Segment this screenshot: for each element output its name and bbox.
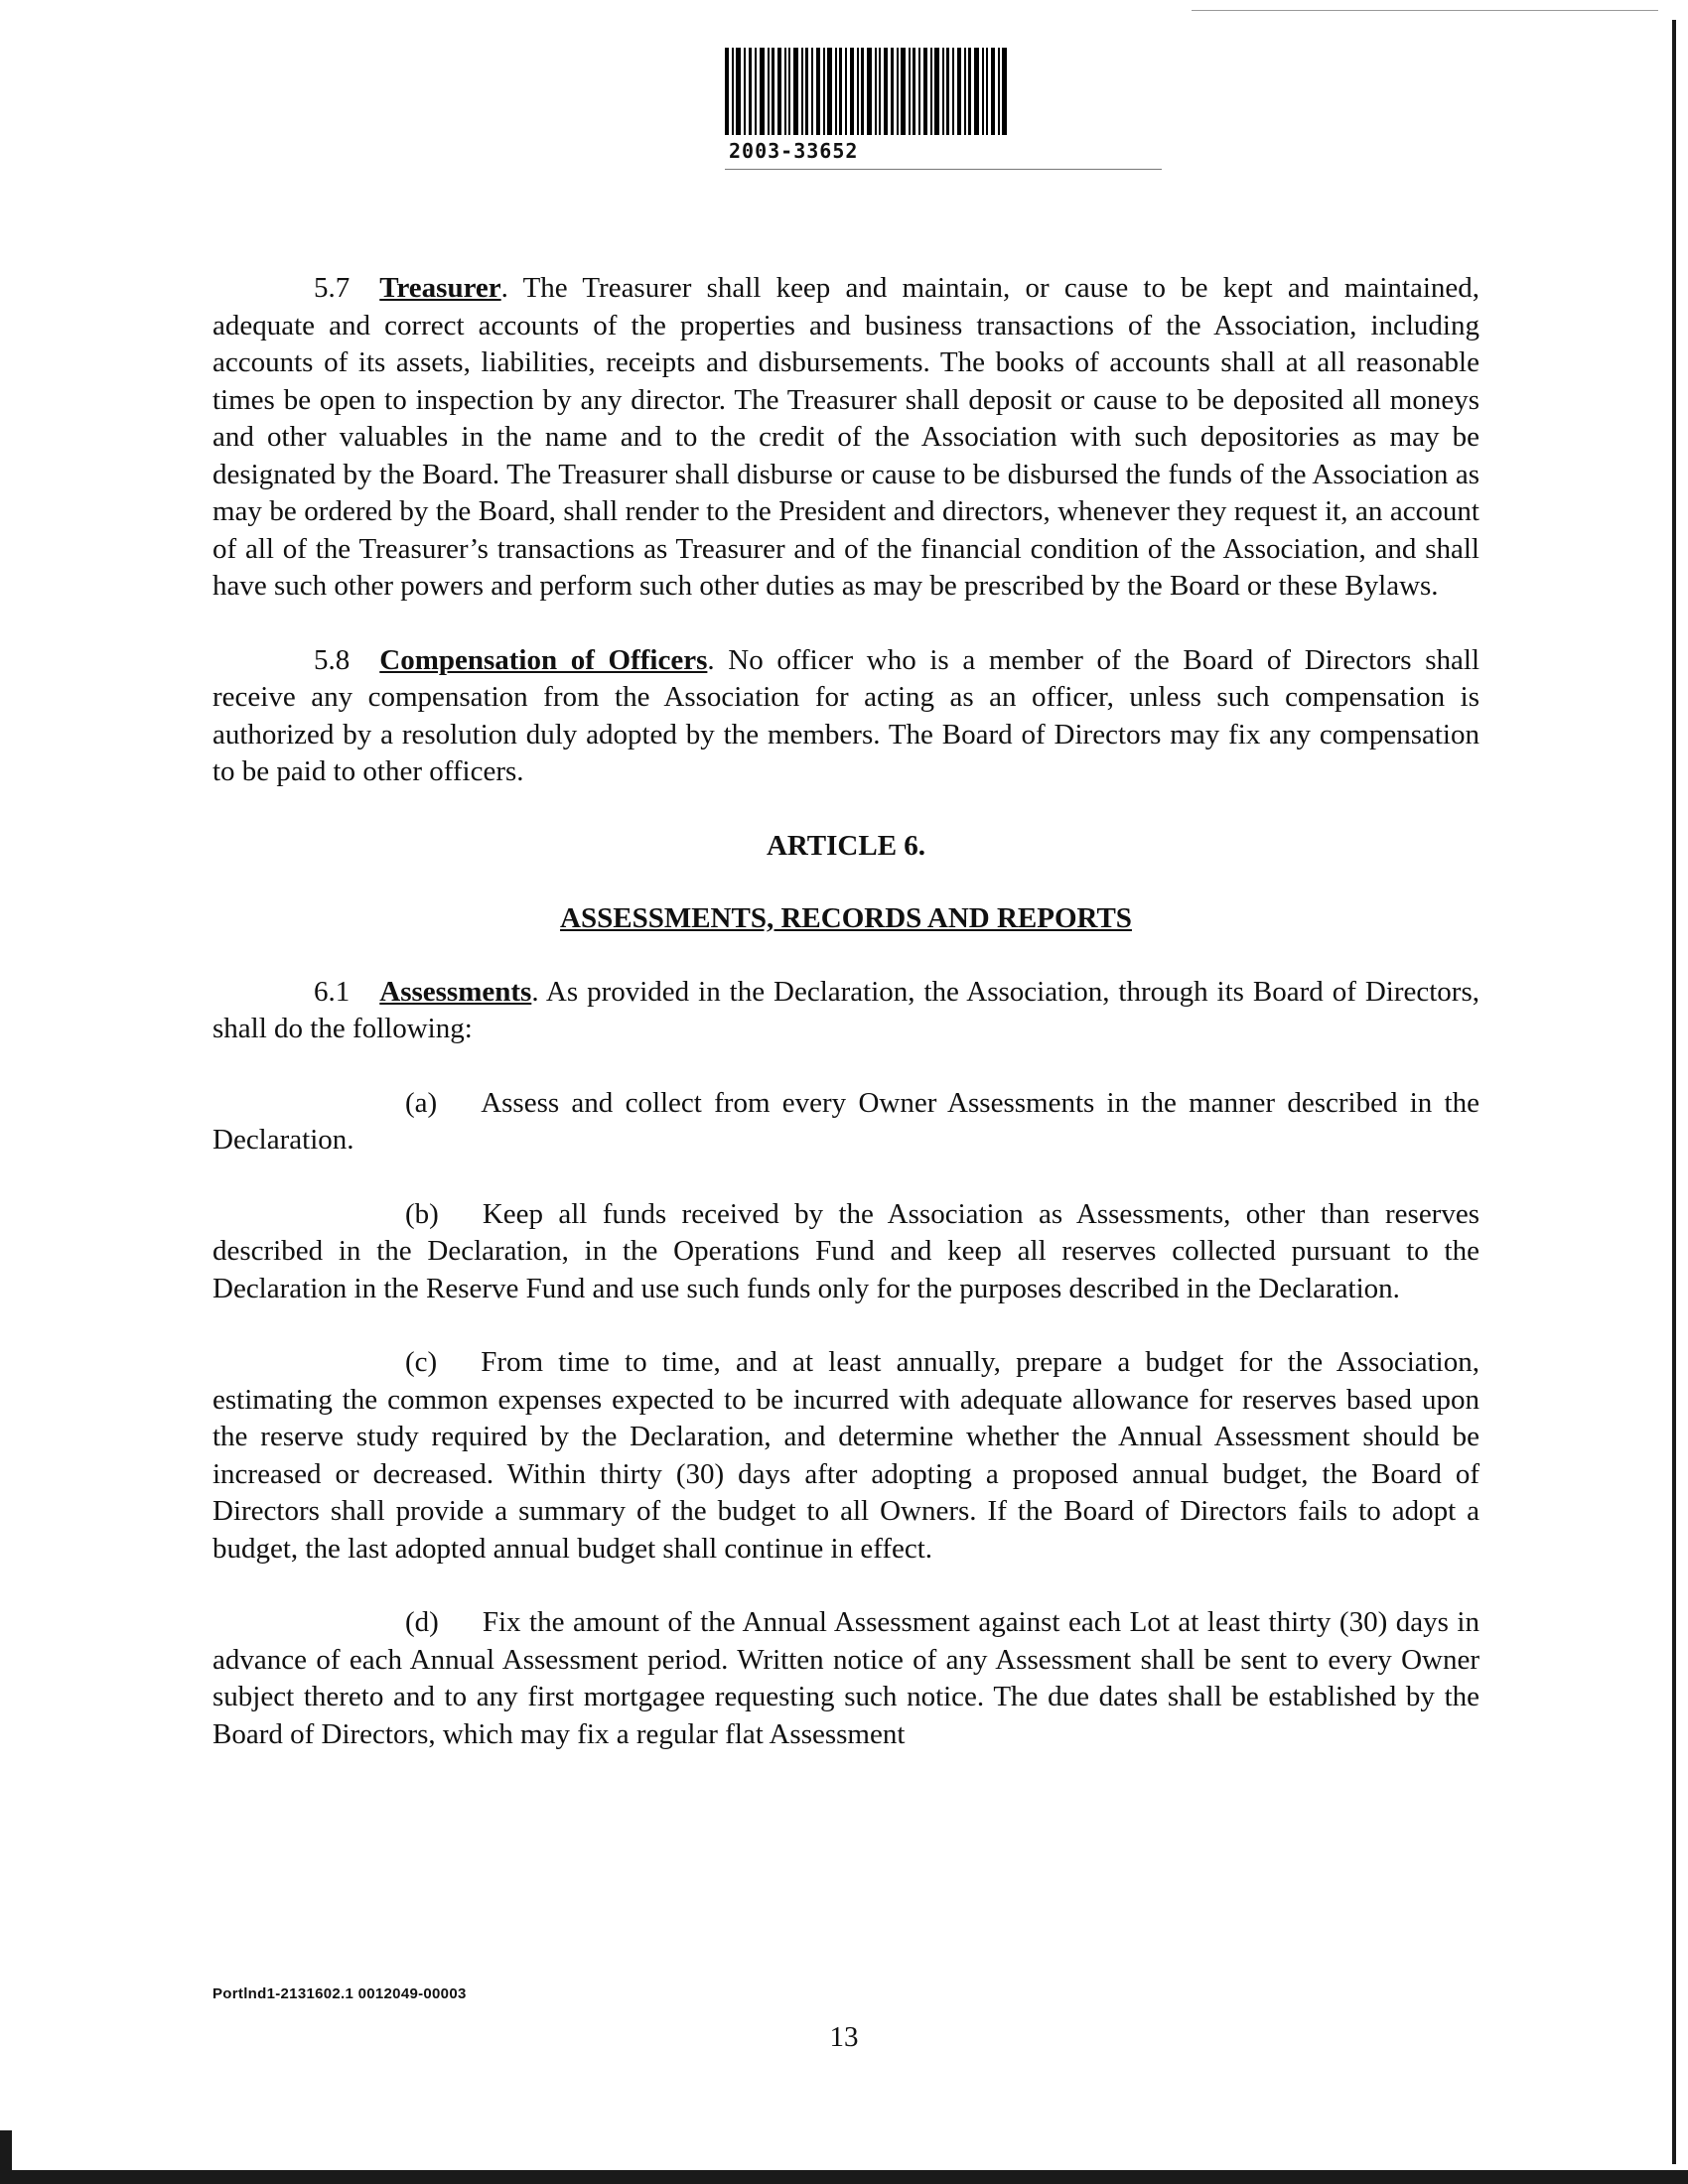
barcode-underline [725, 169, 1162, 170]
scan-edge-corner [0, 2130, 12, 2170]
section-5-8 [212, 642, 1479, 791]
subitem-text: Fix the amount of the Annual Assessment against each Lot at least thirty (30) days in advance of each Annual Assessment period. Written notice of any Assessment shall be sent to every Owner subject thereto and to any first mortgagee requesting such notice. The due dates shall be established by the Board of Directors, which may fix a regular flat Assessment [212, 1606, 1479, 1750]
section-number: 6.1 [314, 975, 351, 1008]
subitem-c [212, 1344, 1479, 1568]
document-body [212, 270, 1479, 1753]
section-number: 5.8 [314, 643, 351, 676]
scan-edge-bottom [0, 2170, 1688, 2184]
section-5-7 [212, 270, 1479, 606]
barcode-icon [725, 48, 1013, 135]
page-number: 13 [829, 2021, 859, 2053]
section-heading: Treasurer [379, 272, 501, 304]
article-title: ASSESSMENTS, RECORDS AND REPORTS [560, 902, 1132, 934]
section-6-1 [212, 974, 1479, 1048]
section-text: . The Treasurer shall keep and maintain, or cause to be kept and maintained, adequate and correct accounts of the properties and business transactions of the Association, including accounts of its assets, liabilities, receipts and disbursements. The books of accounts shall at all reasonable times be open to inspection by any director. The Treasurer shall deposit or cause to be deposited all moneys and other valuables in the name and to the credit of the Association with such depositories as may be designated by the Board. The Treasurer shall disburse or cause to be disbursed the funds of the Association as may be ordered by the Board, shall render to the President and directors, whenever they request it, an account of all of the Treasurer’s transactions as Treasurer and of the financial condition of the Association, and shall have such other powers and perform such other duties as may be prescribed by the Board or these Bylaws. [212, 272, 1479, 602]
subitem-label: (b) [405, 1197, 439, 1230]
barcode [725, 48, 1013, 177]
article-label: ARTICLE 6. [766, 829, 926, 862]
subitem-a [212, 1085, 1479, 1160]
subitem-label: (c) [405, 1346, 438, 1378]
subitem-label: (a) [405, 1086, 438, 1119]
subitem-text: Keep all funds received by the Association as Assessments, other than reserves described in the Declaration, in the Operations Fund and keep all reserves collected pursuant to the Declaration in the Reserve Fund and use such funds only for the purposes described in the Declaration. [212, 1197, 1479, 1304]
subitem-b [212, 1196, 1479, 1308]
scan-edge-right [1672, 20, 1676, 2164]
section-heading: Assessments [379, 975, 532, 1008]
document-reference: Portlnd1-2131602.1 0012049-00003 [212, 1985, 467, 2002]
subitem-d [212, 1604, 1479, 1753]
section-text: . As provided in the Declaration, the Association, through its Board of Directors, shall do the following: [212, 975, 1479, 1044]
barcode-number: 2003-33652 [729, 139, 859, 163]
subitem-label: (d) [405, 1606, 439, 1638]
section-text: . No officer who is a member of the Board of Directors shall receive any compensation from the Association for acting as an officer, unless such compensation is authorized by a resolution duly adopted by the members. The Board of Directors may fix any compensation to be paid to other officers. [212, 643, 1480, 787]
section-number: 5.7 [314, 272, 351, 304]
subitem-text: From time to time, and at least annually, prepare a budget for the Association, estimating the common expenses expected to be incurred with adequate allowance for reserves based upon the reserve study required by the Declaration, and determine whether the Annual Assessment should be increased or decreased. Within thirty (30) days after adopting a proposed annual budget, the Board of Directors shall provide a summary of the budget to all Owners. If the Board of Directors fails to adopt a budget, the last adopted annual budget shall continue in effect. [212, 1346, 1479, 1565]
subitem-text: Assess and collect from every Owner Assessments in the manner described in the Declaration. [212, 1086, 1479, 1156]
section-heading: Compensation of Officers [379, 643, 708, 676]
scan-top-rule [1192, 10, 1658, 11]
